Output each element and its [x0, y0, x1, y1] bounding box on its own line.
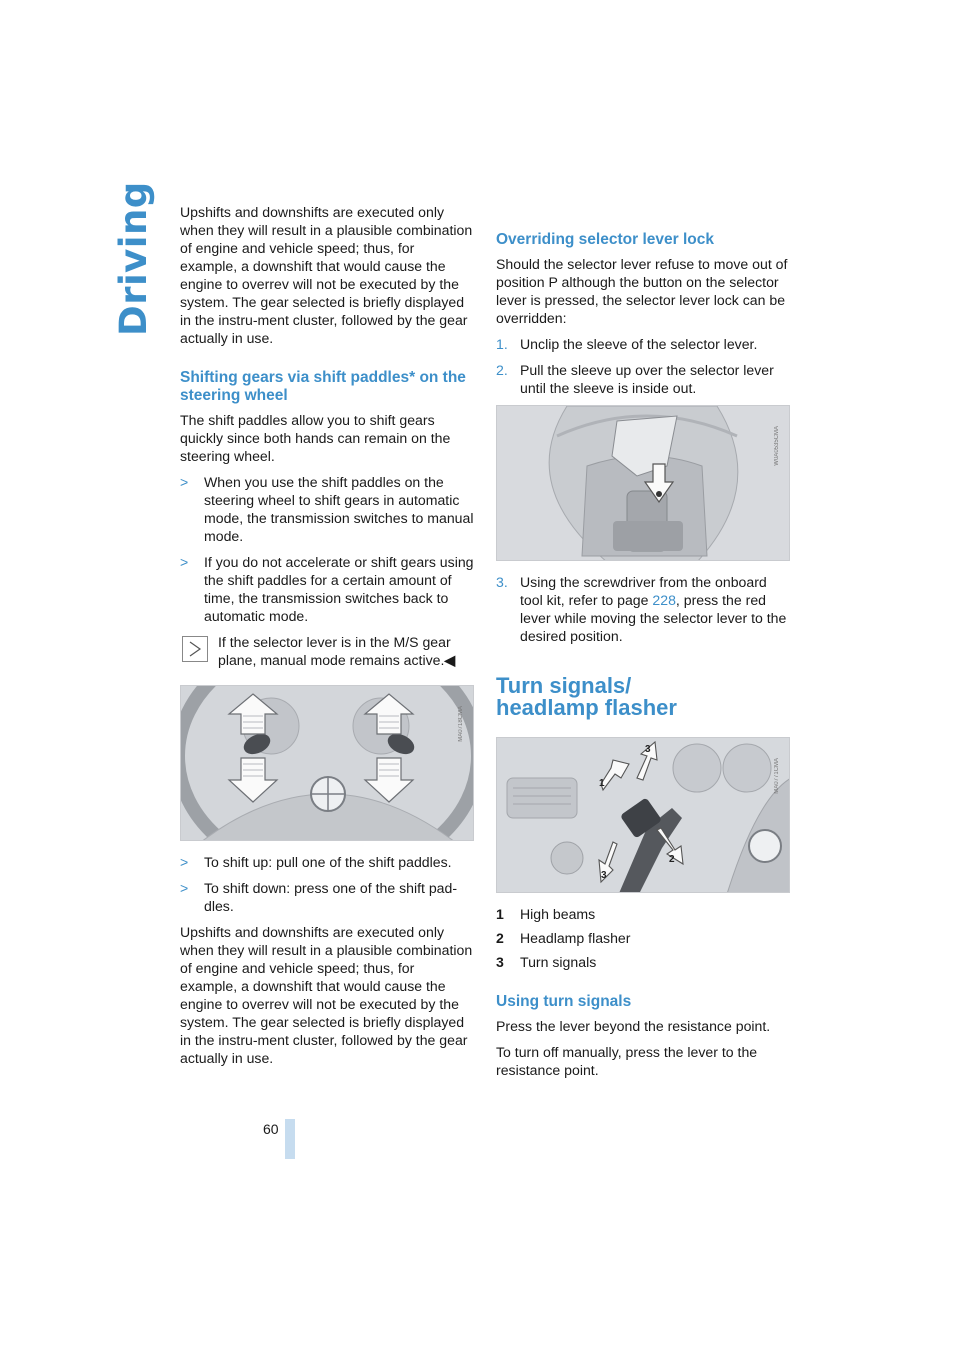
section-title: Driving — [112, 181, 155, 336]
list-item — [496, 929, 790, 947]
turn-signal-paragraph: To turn off manually, press the lever to the resistance point. — [496, 1044, 758, 1078]
list-item — [496, 361, 790, 397]
step-text: , press the red lever while moving the selector lever to the desired position. — [520, 592, 787, 644]
legend-text: Headlamp flasher — [520, 930, 631, 946]
list-item — [496, 573, 790, 645]
page-bar — [285, 1119, 295, 1159]
legend-text: Turn signals — [520, 954, 597, 970]
note-text: If the selector lever is in the M/S gear plane, manual mode remains active. — [218, 634, 451, 668]
note-end-icon: ◀ — [444, 652, 456, 668]
step-number: 3. — [496, 574, 508, 590]
turn-signals-heading: Turn signals/ headlamp flasher — [496, 673, 677, 720]
bullet-mark: > — [180, 554, 189, 570]
figure-code: W0A0535CMA — [774, 426, 780, 466]
intro-paragraph: Upshifts and downshifts are executed only when they will result in a plausible combination of engine and vehicle speed; thus, for example, a downshift that would cause the engine to overrev will not be executed by the system. The gear selected is briefly displayed in the instru-ment cluster, followed by the gear actually in use. — [180, 204, 473, 346]
figure-code: MA0718CMA — [458, 706, 464, 742]
step-number: 2. — [496, 362, 508, 378]
paddles-intro: The shift paddles allow you to shift gears quickly since both hands can remain on the steering wheel. — [180, 412, 451, 464]
turn-signal-lever-figure — [496, 737, 790, 893]
turn-signal-paragraph: Press the lever beyond the resistance point. — [496, 1018, 771, 1034]
step-number: 1. — [496, 336, 508, 352]
bullet-text: If you do not accelerate or shift gears using the shift paddles for a certain amount of time, the transmission switches back to automatic mode. — [204, 554, 474, 624]
list-item — [180, 553, 474, 625]
shift-paddles-heading: Shifting gears via shift paddles* on the steering wheel — [180, 369, 466, 404]
list-item — [496, 905, 790, 923]
selector-lock-heading: Overriding selector lever lock — [496, 231, 714, 248]
step-text: Unclip the sleeve of the selector lever. — [520, 336, 758, 352]
bullet-mark: > — [180, 474, 189, 490]
legend-text: High beams — [520, 906, 596, 922]
left-column — [180, 203, 474, 1075]
svg-text:3: 3 — [601, 870, 607, 881]
figure-code: MA0771CMA — [774, 758, 780, 794]
outro-paragraph: Upshifts and downshifts are executed only when they will result in a plausible combination of engine and vehicle speed; thus, for example, a downshift that would cause the engine to overrev will not be executed by the system. The gear selected is briefly displayed in the instru-ment cluster, followed by the gear actually in use. — [180, 924, 473, 1066]
list-item — [180, 473, 474, 545]
bullet-text: When you use the shift paddles on the steering wheel to shift gears in automatic mode, the transmission switches to manual mode. — [204, 474, 474, 544]
bullet-text: To shift up: pull one of the shift paddles. — [204, 854, 452, 870]
bullet-mark: > — [180, 854, 189, 870]
step-text: Using the screwdriver from the onboard tool kit, refer to page — [520, 574, 767, 608]
step-text: Pull the sleeve up over the selector lever until the sleeve is inside out. — [520, 362, 774, 396]
list-item — [496, 335, 790, 353]
selector-lever-figure — [496, 405, 790, 561]
note-box — [180, 633, 474, 669]
legend-number: 1 — [496, 906, 504, 922]
play-triangle-icon — [182, 636, 208, 662]
page-number: 60 — [263, 1121, 279, 1137]
list-item — [180, 879, 474, 915]
steering-wheel-paddles-figure — [180, 685, 474, 841]
svg-text:3: 3 — [645, 744, 651, 755]
list-item — [496, 953, 790, 971]
page-reference-link[interactable]: 228 — [652, 592, 676, 608]
right-column — [496, 203, 790, 1087]
legend-number: 2 — [496, 930, 504, 946]
selector-lock-intro: Should the selector lever refuse to move out of position P although the button on the selector lever is pressed, the selector lever lock can be overridden: — [496, 256, 788, 326]
svg-text:2: 2 — [669, 854, 675, 865]
svg-text:1: 1 — [599, 778, 605, 789]
bullet-text: To shift down: press one of the shift pad-dles. — [204, 880, 458, 914]
list-item — [180, 853, 474, 871]
using-turn-signals-heading: Using turn signals — [496, 993, 632, 1010]
bullet-mark: > — [180, 880, 189, 896]
legend-number: 3 — [496, 954, 504, 970]
